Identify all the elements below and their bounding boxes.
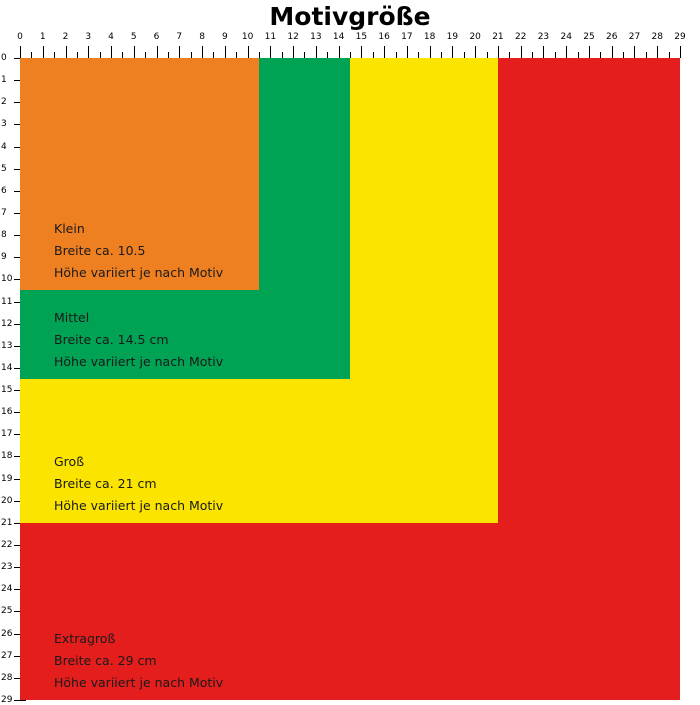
page-title: Motivgröße: [269, 2, 431, 31]
ruler-label-v: 9: [1, 252, 7, 263]
ruler-label-h: 5: [130, 32, 137, 42]
ruler-label-v: 5: [1, 163, 7, 174]
ruler-label-v: 6: [1, 185, 7, 196]
ruler-label-h: 21: [492, 32, 504, 42]
size-label-mittel: Mittel: [54, 310, 90, 325]
ruler-tick-h: [134, 46, 135, 58]
ruler-label-v: 25: [1, 606, 13, 617]
ruler-tick-h: [66, 46, 67, 58]
ruler-label-v: 0: [1, 53, 7, 63]
ruler-tick-h: [430, 46, 431, 58]
ruler-label-h: 14: [332, 32, 345, 42]
ruler-tick-h: [293, 46, 294, 58]
ruler-label-v: 22: [1, 540, 13, 551]
ruler-label-h: 9: [221, 32, 228, 42]
size-label-extragross: Extragroß: [54, 631, 116, 646]
ruler-tick-h: [452, 46, 453, 58]
size-caption-gross: [54, 451, 223, 517]
ruler-label-h: 28: [651, 32, 663, 42]
size-height-note-klein: Höhe variiert je nach Motiv: [54, 265, 224, 281]
ruler-label-v: 28: [1, 672, 13, 683]
size-width-gross: Breite ca. 21 cm: [54, 475, 157, 491]
ruler-tick-h: [20, 46, 21, 58]
ruler-label-v: 11: [1, 296, 13, 307]
ruler-label-h: 0: [17, 32, 23, 42]
ruler-tick-h: [179, 46, 180, 58]
ruler-tick-h: [157, 46, 158, 58]
ruler-label-h: 20: [469, 32, 481, 42]
ruler-tick-h: [657, 46, 658, 58]
ruler-tick-h: [316, 46, 317, 58]
ruler-tick-h: [589, 46, 590, 58]
ruler-label-h: 25: [583, 32, 595, 42]
ruler-label-v: 15: [1, 385, 13, 396]
ruler-label-h: 27: [628, 32, 641, 42]
size-width-mittel: Breite ca. 14.5 cm: [54, 332, 169, 347]
ruler-tick-h: [339, 46, 340, 58]
horizontal-ruler: [17, 32, 686, 58]
ruler-label-h: 1: [39, 32, 46, 42]
ruler-label-v: 12: [1, 318, 13, 329]
ruler-tick-h: [384, 46, 385, 58]
size-width-klein: Breite ca. 10.5: [54, 243, 146, 259]
ruler-label-v: 1: [1, 75, 7, 86]
ruler-tick-h: [521, 46, 522, 58]
ruler-label-v: 27: [1, 650, 13, 661]
ruler-label-h: 12: [287, 32, 299, 42]
ruler-label-h: 24: [560, 32, 572, 42]
ruler-label-h: 18: [423, 32, 436, 42]
ruler-tick-h: [43, 46, 44, 58]
ruler-label-h: 26: [605, 32, 618, 42]
ruler-tick-h: [543, 46, 544, 58]
ruler-tick-h: [407, 46, 408, 58]
ruler-label-v: 23: [1, 562, 13, 573]
ruler-label-v: 14: [1, 362, 13, 373]
ruler-tick-h: [475, 46, 476, 58]
ruler-label-v: 8: [1, 230, 7, 241]
ruler-tick-h: [612, 46, 613, 58]
ruler-label-h: 22: [514, 32, 527, 42]
size-height-note-mittel: Höhe variiert je nach Motiv: [54, 354, 224, 369]
ruler-label-v: 13: [1, 340, 13, 351]
ruler-tick-h: [680, 46, 681, 58]
vertical-ruler: [0, 53, 22, 705]
size-caption-mittel: [54, 307, 223, 373]
size-caption-klein: [54, 218, 223, 284]
ruler-label-v: 21: [1, 517, 13, 528]
ruler-tick-v: [14, 700, 26, 701]
ruler-label-h: 13: [310, 32, 322, 42]
ruler-tick-h: [88, 46, 89, 58]
ruler-label-v: 26: [1, 628, 13, 639]
size-height-note-gross: Höhe variiert je nach Motiv: [54, 497, 224, 513]
ruler-tick-h: [566, 46, 567, 58]
ruler-label-v: 7: [1, 207, 7, 218]
ruler-label-h: 2: [62, 32, 69, 42]
ruler-tick-h: [202, 46, 203, 58]
size-label-klein: Klein: [54, 221, 85, 237]
size-chart-canvas: [20, 58, 680, 700]
ruler-label-v: 24: [1, 584, 13, 595]
ruler-label-v: 4: [1, 141, 7, 152]
ruler-label-h: 8: [199, 32, 205, 42]
ruler-tick-h: [361, 46, 362, 58]
ruler-label-h: 3: [85, 32, 92, 42]
ruler-label-v: 2: [1, 97, 7, 108]
ruler-tick-h: [111, 46, 112, 58]
ruler-tick-h: [248, 46, 249, 58]
ruler-label-v: 19: [1, 473, 13, 484]
ruler-label-v: 3: [1, 119, 7, 130]
size-width-extragross: Breite ca. 29 cm: [54, 653, 157, 668]
ruler-label-v: 16: [1, 407, 13, 418]
ruler-tick-h: [498, 46, 499, 58]
ruler-label-v: 29: [1, 695, 13, 705]
ruler-label-h: 23: [537, 32, 550, 42]
ruler-label-v: 18: [1, 451, 13, 462]
size-height-note-extragross: Höhe variiert je nach Motiv: [54, 675, 224, 690]
ruler-label-h: 6: [153, 32, 160, 42]
ruler-label-h: 4: [108, 32, 114, 42]
ruler-label-h: 29: [674, 32, 686, 42]
ruler-label-h: 7: [176, 32, 183, 42]
size-label-gross: Groß: [54, 453, 85, 469]
ruler-label-h: 11: [264, 32, 277, 42]
ruler-label-v: 10: [1, 274, 13, 285]
ruler-label-v: 17: [1, 429, 13, 440]
ruler-label-h: 10: [241, 32, 254, 42]
ruler-label-h: 19: [446, 32, 459, 42]
ruler-label-v: 20: [1, 495, 13, 506]
ruler-tick-h: [225, 46, 226, 58]
ruler-label-h: 15: [355, 32, 368, 42]
ruler-tick-h: [270, 46, 271, 58]
ruler-label-h: 16: [378, 32, 390, 42]
ruler-tick-h: [634, 46, 635, 58]
ruler-label-h: 17: [401, 32, 413, 42]
size-caption-extragross: [54, 628, 223, 694]
